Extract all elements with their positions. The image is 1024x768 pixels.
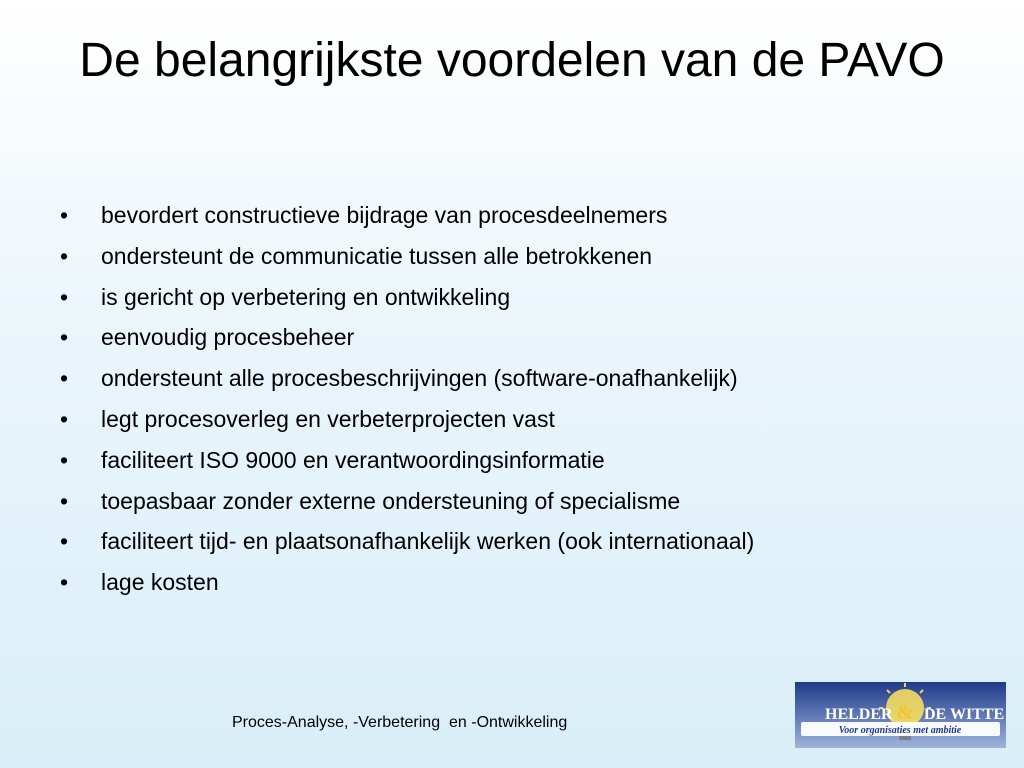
bullet-marker: • [60,487,69,514]
bullet-marker: • [60,528,69,555]
logo-tagline: Voor organisaties met ambitie [838,725,962,736]
bullet-text: eenvoudig procesbeheer [101,324,355,351]
bullet-item [60,562,980,603]
bullet-item [60,521,980,562]
bullet-text: lage kosten [101,569,219,596]
logo-ampersand: & [896,700,914,724]
bullet-item [60,277,980,318]
bullet-text: legt procesoverleg en verbeterprojecten vast [101,405,555,432]
logo-name-left: HELDER [825,706,893,723]
bullet-marker: • [60,365,69,392]
company-logo [795,682,1006,748]
bullet-item [60,195,980,236]
bullet-text: bevordert constructieve bijdrage van procesdeelnemers [101,202,668,228]
bullet-marker: • [60,242,69,269]
bullet-marker: • [60,446,69,473]
bullet-marker: • [60,405,69,432]
bullet-list [60,195,980,603]
bullet-marker: • [60,569,69,596]
bullet-text: is gericht op verbetering en ontwikkeling [101,283,511,310]
bullet-text: ondersteunt alle procesbeschrijvingen (software-onafhankelijk) [101,365,738,392]
bullet-text: ondersteunt de communicatie tussen alle betrokkenen [101,242,653,269]
bullet-marker: • [60,283,69,310]
footer-text: Proces-Analyse, -Verbetering en -Ontwikkeling [232,714,568,731]
logo-name-right: DE WITTE [924,706,1005,723]
company-logo-graphic [795,682,1006,748]
slide-title: De belangrijkste voordelen van de PAVO [79,34,945,87]
bullet-text: faciliteert tijd- en plaatsonafhankelijk werken (ook internationaal) [101,528,755,555]
bullet-marker: • [60,202,69,228]
bullet-item [60,236,980,277]
bullet-marker: • [60,324,69,351]
bullet-text: toepasbaar zonder externe ondersteuning of specialisme [101,487,681,514]
bullet-item [60,317,980,358]
bullet-text: faciliteert ISO 9000 en verantwoordingsinformatie [101,446,605,473]
bullet-item [60,440,980,481]
bullet-item [60,358,980,399]
bullet-item [60,399,980,440]
bullet-item [60,481,980,522]
